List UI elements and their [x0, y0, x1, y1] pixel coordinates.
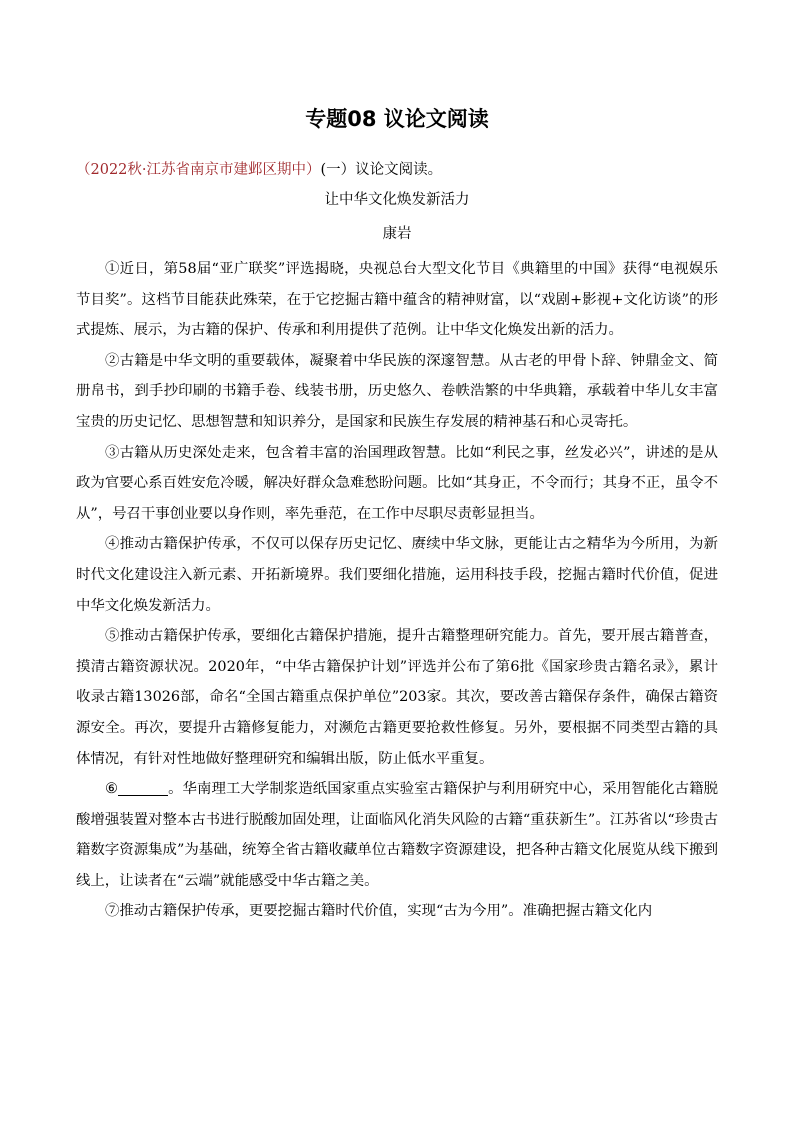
paragraph-1: ①近日，第58届“亚广联奖”评选揭晓，央视总台大型文化节目《典籍里的中国》获得“电视娱乐节目奖”。这档节目能获此殊荣，在于它挖掘古籍中蕴含的精神财富，以“戏剧+影视+文化访谈”的形式提炼、展示，为古籍的保护、传承和利用提供了范例。让中华文化焕发出新的活力。 — [76, 261, 718, 339]
paragraph-4: ④推动古籍保护传承，不仅可以保存历史记忆、赓续中华文脉，更能让古之精华为今所用，为新时代文化建设注入新元素、开拓新境界。我们要细化措施，运用科技手段，挖掘古籍时代价值，促进中华文化焕发新活力。 — [76, 536, 718, 614]
source-close-paren: ） — [306, 162, 321, 178]
article-title: 让中华文化焕发新活力 — [324, 192, 470, 208]
article-body — [76, 254, 718, 927]
fill-in-blank[interactable] — [118, 779, 168, 796]
paragraph-2: ②古籍是中华文明的重要载体，凝聚着中华民族的深邃智慧。从古老的甲骨卜辞、钟鼎金文、简册帛书，到手抄印刷的书籍手卷、线装书册，历史悠久、卷帙浩繁的中华典籍，承载着中华儿女丰富宝贵的历史记忆、思想智慧和知识养分，是国家和民族生存发展的精神基石和心灵寄托。 — [76, 352, 718, 430]
paragraph-3: ③古籍从历史深处走来，包含着丰富的治国理政智慧。比如“利民之事，丝发必兴”，讲述的是从政为官要心系百姓安危冷暖，解决好群众急难愁盼问题。比如“其身正，不令而行；其身不正，虽令不从”，号召干事创业要以身作则，率先垂范，在工作中尽职尽责彰显担当。 — [76, 444, 718, 522]
paragraph-5: ⑤推动古籍保护传承，要细化古籍保护措施，提升古籍整理研究能力。首先，要开展古籍普查，摸清古籍资源状况。2020年，“中华古籍保护计划”评选并公布了第6批《国家珍贵古籍名录》，累计收录古籍13026部，命名“全国古籍重点保护单位”203家。其次，要改善古籍保存条件，确保古籍资源安全。再次，要提升古籍修复能力，对濒危古籍更要抢救性修复。另外，要根据不同类型古籍的具体情况，有针对性地做好整理研究和编辑出版，防止低水平重复。 — [76, 628, 718, 767]
section-heading: (一）议论文阅读。 — [320, 162, 443, 178]
source-citation: 2022秋·江苏省南京市建邺区期中 — [90, 162, 307, 178]
paragraph-6-marker: ⑥ — [105, 781, 118, 798]
article-author: 康岩 — [382, 226, 412, 242]
source-line — [76, 158, 442, 182]
paragraph-6 — [76, 774, 718, 896]
paragraph-6-text: 。华南理工大学制浆造纸国家重点实验室古籍保护与利用研究中心，采用智能化古籍脱酸增强装置对整本古书进行脱酸加固处理，让面临风化消失风险的古籍“重获新生”。江苏省以“珍贵古籍数字资源集成”为基础，统筹全省古籍收藏单位古籍数字资源建设，把各种古籍文化展览从线下搬到线上，让读者在“云端”就能感受中华古籍之美。 — [76, 781, 718, 889]
source-open-paren: （ — [76, 162, 91, 178]
document-title: 专题08 议论文阅读 — [305, 107, 489, 131]
paragraph-7: ⑦推动古籍保护传承，更要挖掘古籍时代价值，实现“古为今用”。准确把握古籍文化内 — [105, 903, 653, 920]
